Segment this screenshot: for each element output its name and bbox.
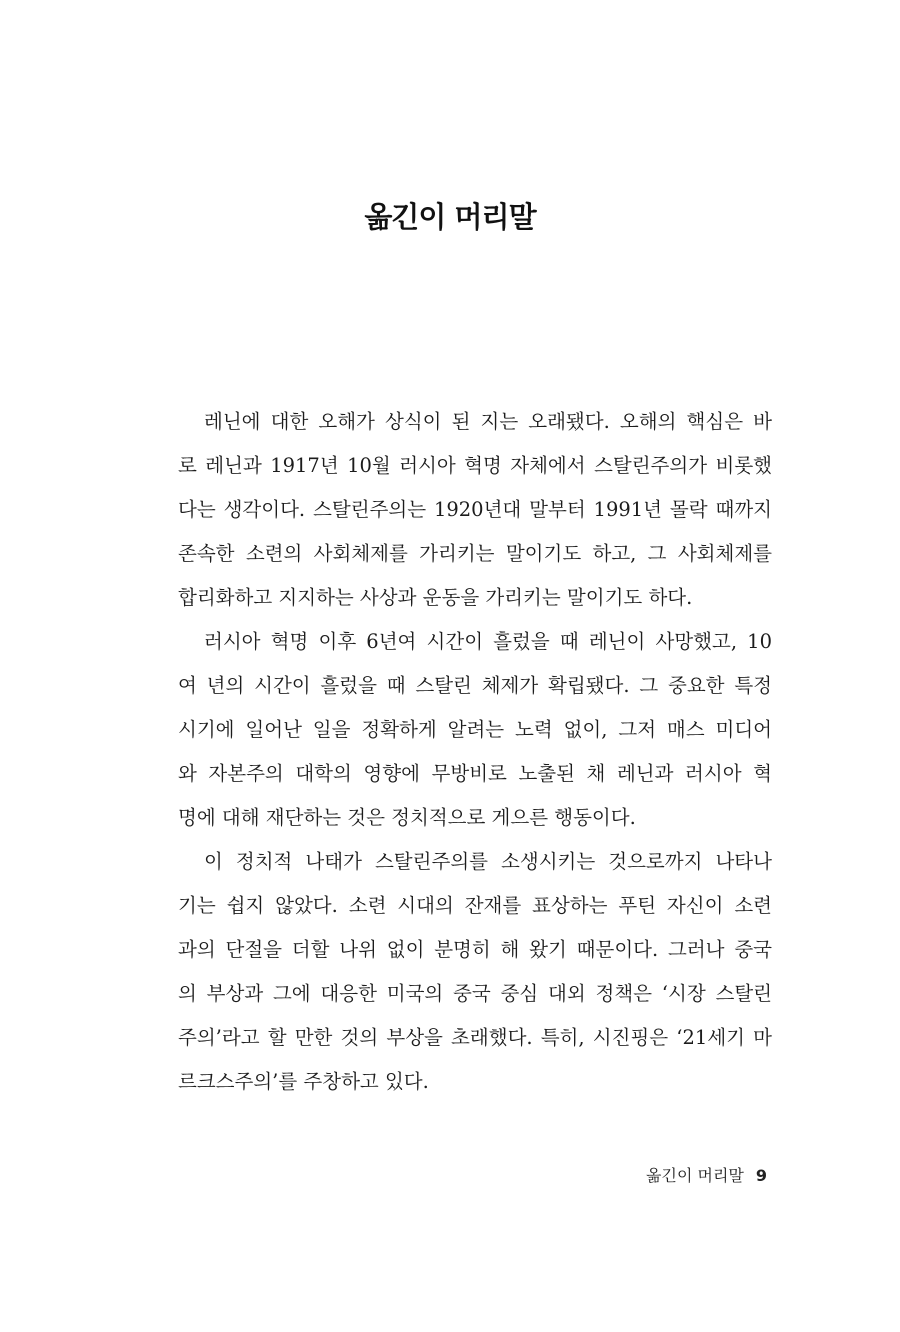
text-line: 존속한 소련의 사회체제를 가리키는 말이기도 하고, 그 사회체제를 (178, 542, 772, 565)
text-line: 러시아 혁명 이후 6년여 시간이 흘렀을 때 레닌이 사망했고, 10 (204, 630, 772, 653)
text-line: 레닌에 대한 오해가 상식이 된 지는 오래됐다. 오해의 핵심은 바 (204, 410, 772, 433)
text-line: 합리화하고 지지하는 사상과 운동을 가리키는 말이기도 하다. (178, 586, 693, 609)
chapter-title: 옮긴이 머리말 (364, 200, 536, 235)
text-line: 기는 쉽지 않았다. 소련 시대의 잔재를 표상하는 푸틴 자신이 소련 (178, 894, 772, 917)
page-number: 9 (755, 1166, 767, 1185)
paragraph-1 (178, 400, 772, 620)
text-line: 시기에 일어난 일을 정확하게 알려는 노력 없이, 그저 매스 미디어 (178, 718, 772, 741)
text-line: 와 자본주의 대학의 영향에 무방비로 노출된 채 레닌과 러시아 혁 (178, 762, 772, 785)
running-title: 옮긴이 머리말 (646, 1166, 744, 1185)
text-line: 주의’라고 할 만한 것의 부상을 초래했다. 특히, 시진핑은 ‘21세기 마 (178, 1026, 772, 1049)
text-line: 과의 단절을 더할 나위 없이 분명히 해 왔기 때문이다. 그러나 중국 (178, 938, 772, 961)
body-text (178, 400, 772, 1104)
text-line: 이 정치적 나태가 스탈린주의를 소생시키는 것으로까지 나타나 (204, 850, 772, 873)
paragraph-2 (178, 620, 772, 840)
paragraph-3 (178, 840, 772, 1104)
text-line: 명에 대해 재단하는 것은 정치적으로 게으른 행동이다. (178, 806, 636, 829)
text-line: 의 부상과 그에 대응한 미국의 중국 중심 대외 정책은 ‘시장 스탈린 (178, 982, 772, 1005)
text-line: 여 년의 시간이 흘렀을 때 스탈린 체제가 확립됐다. 그 중요한 특정 (178, 674, 772, 697)
text-line: 다는 생각이다. 스탈린주의는 1920년대 말부터 1991년 몰락 때까지 (178, 498, 772, 521)
text-line: 로 레닌과 1917년 10월 러시아 혁명 자체에서 스탈린주의가 비롯했 (178, 454, 772, 477)
running-footer (646, 1164, 767, 1188)
text-line: 르크스주의’를 주창하고 있다. (178, 1070, 429, 1093)
